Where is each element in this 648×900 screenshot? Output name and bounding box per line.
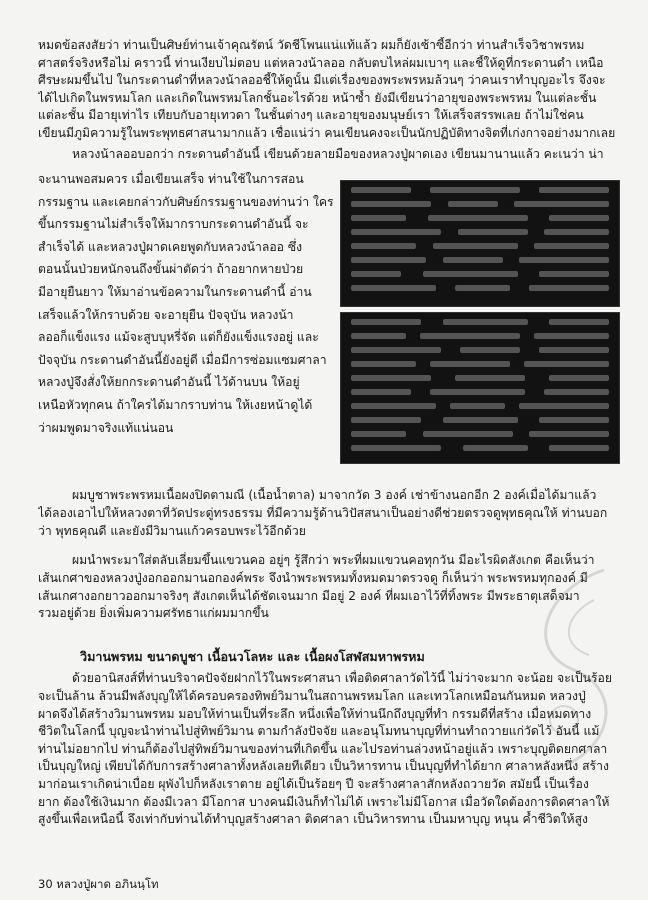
text-line: ได้ไปเกิดในพรหมโลก และเกิดในพรหมโลกชั้นอะไรด้วย หน้าซ้ำ ยังมีเขียนว่าอายุของพระพรหม ในแต่ละชั้น — [38, 90, 597, 105]
text-line: ปัจจุบัน กระดานดำอันนี้ยังอยู่ดี เมื่อมีการซ่อมแซมศาลา — [38, 352, 327, 367]
text-line: เขียนมีภูมิความรู้ในพระพุทธศาสนามากแล้ว เชื่อแน่ว่า คนเขียนคงจะเป็นนักปฏิบัติทางจิตที่เก่งกาจอย่างมากเลย — [38, 125, 616, 140]
paragraph-intro — [38, 37, 620, 143]
text-line: ยาก ต้องใช้เงินมาก ต้องมีเวลา มีโอกาส บางคนมีเงินก็ทำไม่ได้ เพราะไม่มีโอกาส เมื่อวัดใดต้องการติดศาลาให้ — [38, 794, 610, 809]
blackboard-photo-top — [340, 180, 620, 307]
text-line: ชีวิตในโลกนี้ บุญจะนำท่านไปสู่ทิพย์วิมาน ตามกำลังปัจจัย และอนุโมทนาบุญที่ท่านทำถวายแก่วัดไว้ อันนี้ แม้ — [38, 724, 600, 739]
text-line: ท่านไม่อยากไป ท่านก็ต้องไปสู่ทิพย์วิมานของท่านที่เกิดขึ้น และไปรอท่านล่วงหน้าอยู่แล้ว เพราะบุญติดยกศาลา — [38, 741, 608, 756]
text-line: หมดข้อสงสัยว่า ท่านเป็นศิษย์ท่านเจ้าคุณรัตน์ วัดชีโพนแน่แท้แล้ว ผมก็ยังเซ้าซี้อีกว่า ท่านสำเร็จวิชาพรหม — [38, 38, 585, 52]
text-line: ศาสตร์จริงหรือไม่ คราวนี้ ท่านเงียบไม่ตอบ แต่หลวงน้าลออ กลับตบไหล่ผมเบาๆ และชี้ให้ดูที่กระดานดำ เหนือ — [38, 55, 604, 70]
text-line: ผมนำพระมาใส่ตลับเลี่ยมขึ้นแขวนคอ อยู่ๆ รู้สึกว่า พระที่ผมแขวนคอทุกวัน มีอะไรผิดสังเกต คือเห็นว่า — [72, 553, 595, 567]
decorative-swirl-icon — [504, 560, 634, 790]
text-line: ด้วยอานิสงส์ที่ท่านบริจาคปัจจัยฝากไว้ในพระศาสนา เพื่อติดศาลาวัดไว้นี้ ไม่ว่าจะมาก จะน้อย จะเป็นร้อย — [72, 671, 612, 685]
column-text — [38, 168, 338, 439]
text-line: กรรมฐาน และเคยกล่าวกับศิษย์กรรมฐานของท่านว่า ใคร — [38, 194, 334, 209]
text-line: รวมอยู่ด้วย ยิ่งเพิ่มความศรัทธาแก่ผมมากขึ้น — [38, 606, 269, 621]
text-line: ว่า พุทธคุณดี และยังมีวิมานแก้วครอบพระไว้อีกด้วย — [38, 523, 306, 538]
paragraph-bucha-cont — [38, 505, 620, 540]
text-line: เส้นเกศางอกยาวออกมาจริงๆ สังเกตเห็นได้ชัดเจนมาก มีอยู่ 2 องค์ ที่ผมเอาไว้ที่ทิ้งพระ มีพระธาตุเสด็จมา — [38, 588, 580, 603]
text-line: เป็นบุญใหญ่ เพียบได้กับการสร้างศาลาทั้งหลังเลยทีเดียว เป็นวิหารทาน เป็นบุญที่ทำได้ยาก ศาลาหลังหนึ่ง สร้าง — [38, 759, 609, 774]
text-line: จะเป็นล้าน ล้วนมีพลังบุญให้ได้ครอบครองทิพย์วิมานในสถานพรหมโลก และเทวโลกเหมือนกันหมด หลวงปู่ — [38, 689, 586, 703]
text-line: สำเร็จได้ และหลวงปู่ผาดเคยพูดกับหลวงน้าลออ ซึ่ง — [38, 239, 303, 254]
text-line: ได้ลองเอาไปให้หลวงตาที่วัดประดู่ทรงธรรม ที่มีความรู้ด้านวิปัสสนาเป็นอย่างดีช่วยตรวจดูพุทธคุณให้ ท่านบอก — [38, 506, 608, 520]
text-line: ผาดจึงได้สร้างวิมานพรหม มอบให้ท่านเป็นที่ระลึก หนึ่งเพื่อให้ท่านนึกถึงบุญที่ทำ กรรมดีที่สร้าง เมื่อหมดทาง — [38, 706, 592, 721]
text-line: ว่าผมพูดมาจริงแท้แน่นอน — [38, 420, 174, 435]
text-line: ขึ้นกรรมฐานไม่สำเร็จให้มากราบกระดานดำอันนี้ จะ — [38, 217, 309, 232]
text-line: เหนือหัวทุกคน ถ้าใครได้มากราบท่าน ให้เงยหน้าดูได้ — [38, 397, 313, 412]
paragraph-bucha — [38, 487, 620, 505]
page-footer: 30 หลวงปู่ผาด อภินนฺโท — [38, 877, 159, 891]
text-line: ศีรษะผมขึ้นไป ในกระดานดำที่หลวงน้าลออชี้ให้ดูนั้น มีแต่เรื่องของพระพรหมล้วนๆ ว่าคนเราทำบุญอะไร จึงจะ — [38, 73, 606, 88]
paragraph-luangna — [38, 146, 620, 164]
text-line: แต่ละชั้น มีอายุเท่าไร เทียบกับอายุเทวดา ในชั้นต่างๆ และอายุของมนุษย์เรา ให้เสร็จสรรพเลย ถ้าไม่ใช่คน — [38, 108, 584, 123]
text-line: ลออก็แข็งแรง แม้จะสูบบุหรี่จัด แต่ก็ยังแข็งแรงอยู่ และ — [38, 330, 319, 345]
text-line: ผมบูชาพระพรหมเนื้อผงปิดตามณี (เนื้อน้ำตาล) มาจากวัด 3 องค์ เช่าข้างนอกอีก 2 องค์เมื่อได้มาแล้ว — [72, 488, 597, 502]
text-line: มีอายุยืนยาว ให้มาอ่านข้อความในกระดานดำนี้ อ่าน — [38, 284, 312, 299]
text-line: เสร็จแล้วให้กราบด้วย จะอายุยืน ปัจจุบัน หลวงน้า — [38, 307, 294, 322]
text-line: ตอนนั้นป่วยหนักจนถึงขั้นผ่าตัดว่า ถ้าอยากหายป่วย — [38, 262, 304, 277]
section-heading: วิมานพรหม ขนาดบูชา เนื้อนวโลหะ และ เนื้อผงโสฬสมหาพรหม — [80, 649, 425, 664]
text-line: หลวงปู่จึงสั่งให้ยกกระดานดำอันนี้ ไว้ด้านบน ให้อยู่ — [38, 375, 300, 390]
text-line: มาก่อนเราเกิดน่าเบื่อย ผุพังไปก็หลังเราตาย อยู่ได้เป็นร้อยๆ ปี จะสร้างศาลาสักหลังถวายวัด สมัยนี้ เป็นเรื่อง — [38, 776, 589, 791]
text-line: เส้นเกศาของหลวงปู่งอกออกมานอกองค์พระ จึงนำพระพรหมทั้งหมดมาตรวจดู ก็เห็นว่า พระพรหมทุกองค์ มี — [38, 571, 588, 585]
text-line: สูงขึ้นเพื่อเหนือนี้ จึงเท่ากับท่านได้ทำบุญสร้างศาลา ติดศาลา เป็นวิหารทาน เป็นมหาบุญ หนุน ค้ำชีวิตให้สูง — [38, 812, 588, 827]
text-line: หลวงน้าลออบอกว่า กระดานดำอันนี้ เขียนด้วยลายมือของหลวงปู่ผาดเอง เขียนมานานแล้ว คะเนว่า น่า — [72, 147, 604, 161]
blackboard-photo-bottom — [340, 312, 620, 464]
text-line: จะนานพอสมควร เมื่อเขียนเสร็จ ท่านใช้ในการสอน — [38, 172, 304, 186]
